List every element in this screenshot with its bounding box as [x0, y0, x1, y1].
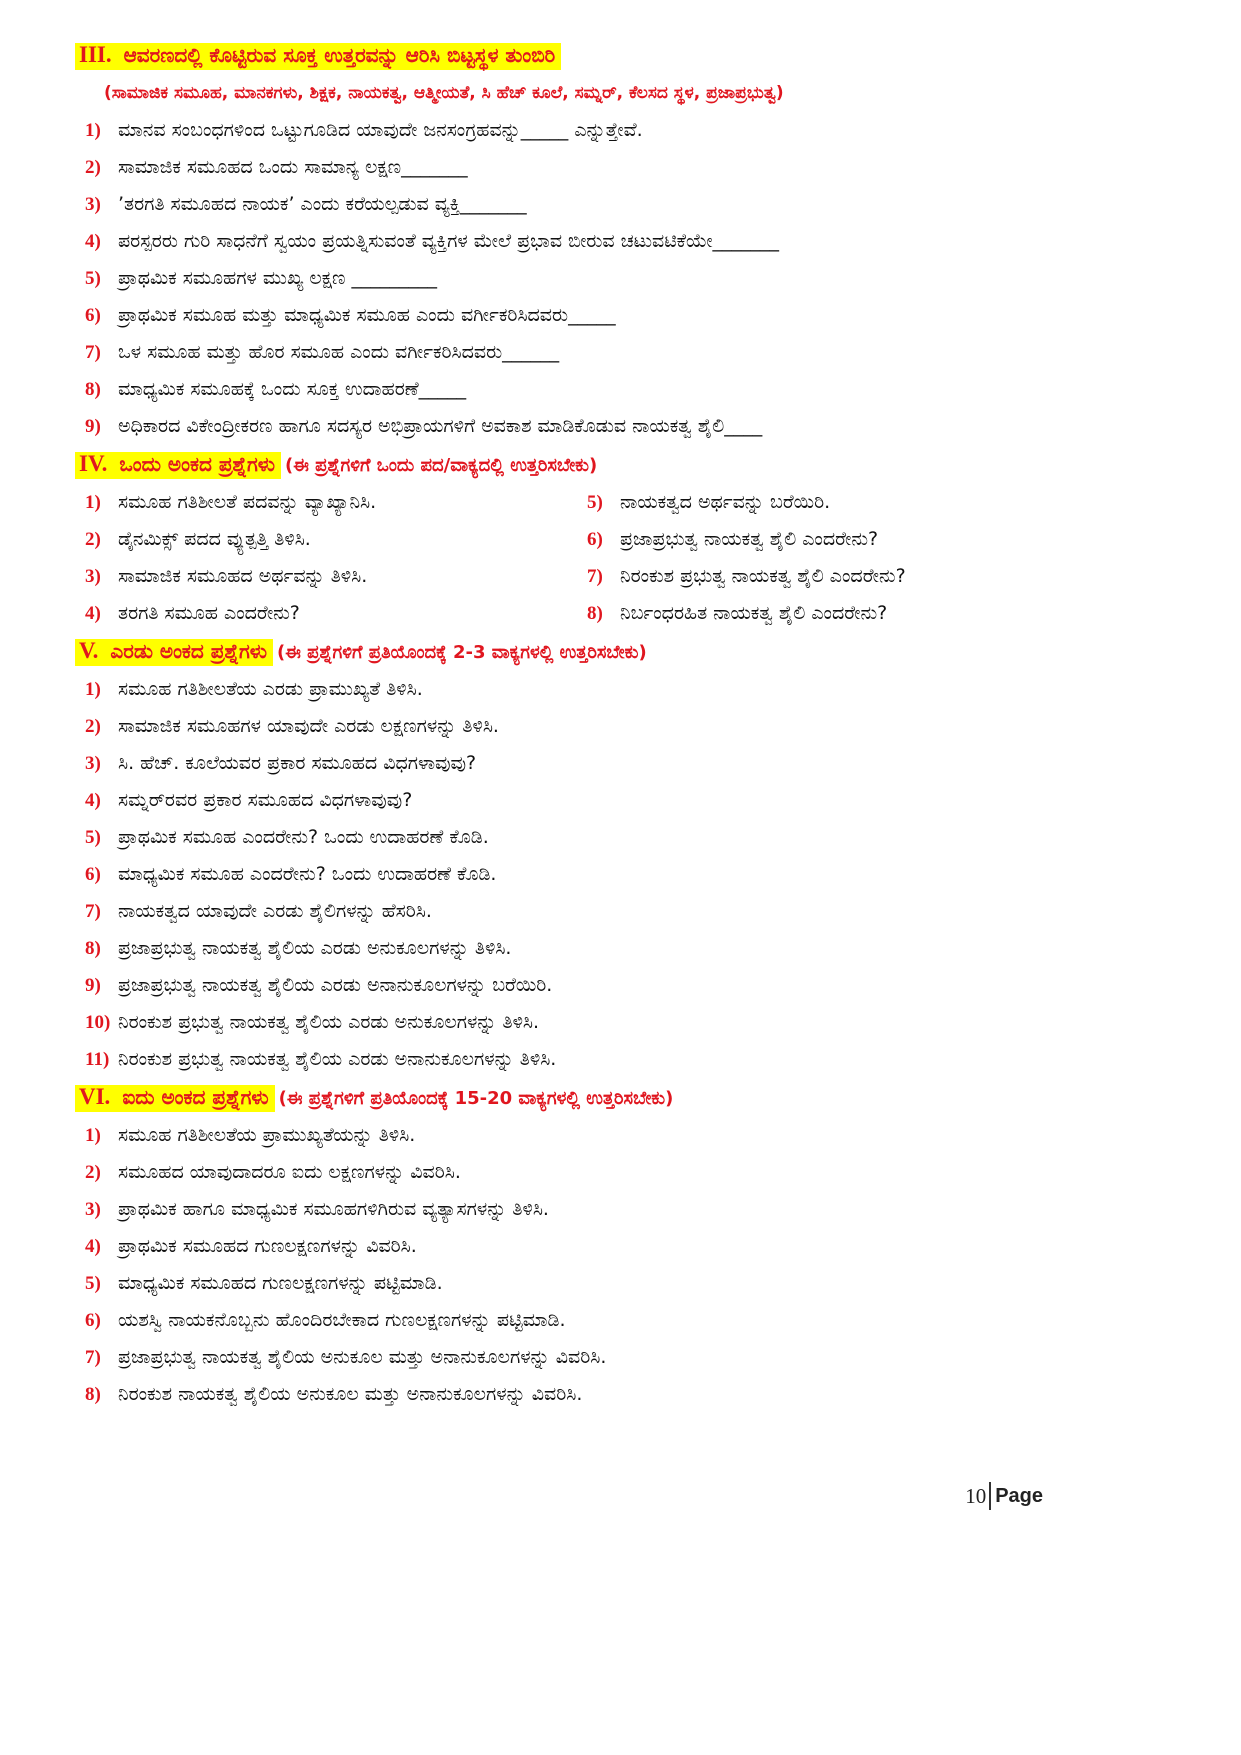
question-item — [587, 595, 1201, 632]
question-item — [0, 1041, 1241, 1078]
question-item — [85, 484, 587, 521]
section-instruction: (ಈ ಪ್ರಶ್ನೆಗಳಿಗೆ ಒಂದು ಪದ/ವಾಕ್ಯದಲ್ಲಿ ಉತ್ತರಿಸಬೇಕು) — [285, 455, 598, 476]
question-item — [587, 484, 1201, 521]
question-item — [0, 112, 1241, 149]
question-number: 2) — [85, 157, 101, 178]
section-title: ಐದು ಅಂಕದ ಪ್ರಶ್ನೆಗಳು — [122, 1085, 269, 1109]
question-item — [587, 521, 1201, 558]
question-text: ಪ್ರಜಾಪ್ರಭುತ್ವ ನಾಯಕತ್ವ ಶೈಲಿಯ ಅನುಕೂಲ ಮತ್ತು ಅನಾನುಕೂಲಗಳನ್ನು ವಿವರಿಸಿ. — [118, 1346, 607, 1368]
question-text: ನಾಯಕತ್ವದ ಅರ್ಥವನ್ನು ಬರೆಯಿರಿ. — [620, 491, 831, 513]
question-item — [0, 1302, 1241, 1339]
question-item — [0, 223, 1241, 260]
question-number: 6) — [85, 1310, 101, 1331]
question-item — [0, 149, 1241, 186]
section-v-heading — [0, 632, 1241, 671]
answer-options-list: (ಸಾಮಾಜಿಕ ಸಮೂಹ, ಮಾನಕಗಳು, ಶಿಕ್ಷಕ, ನಾಯಕತ್ವ, ಆತ್ಮೀಯತೆ, ಸಿ ಹೆಚ್ ಕೂಲೆ, ಸಮ್ನರ್, ಕೆಲಸದ ಸ್ಥಳ, ಪ್ರಜಾಪ್ರಭುತ್ವ) — [104, 83, 784, 103]
section-instruction: (ಈ ಪ್ರಶ್ನೆಗಳಿಗೆ ಪ್ರತಿಯೊಂದಕ್ಕೆ 2-3 ವಾಕ್ಯಗಳಲ್ಲಿ ಉತ್ತರಿಸಬೇಕು) — [277, 642, 647, 663]
question-item — [0, 186, 1241, 223]
question-text: ಪ್ರಾಥಮಿಕ ಹಾಗೂ ಮಾಧ್ಯಮಿಕ ಸಮೂಹಗಳಿಗಿರುವ ವ್ಯತ್ಯಾಸಗಳನ್ನು ತಿಳಿಸಿ. — [118, 1198, 549, 1220]
question-text: ಪ್ರಜಾಪ್ರಭುತ್ವ ನಾಯಕತ್ವ ಶೈಲಿ ಎಂದರೇನು? — [620, 528, 879, 550]
question-item — [85, 595, 587, 632]
question-number: 6) — [587, 529, 603, 550]
question-number: 7) — [587, 566, 603, 587]
section-title: ಆವರಣದಲ್ಲಿ ಕೊಟ್ಟಿರುವ ಸೂಕ್ತ ಉತ್ತರವನ್ನು ಆರಿಸಿ ಬಿಟ್ಟಸ್ಥಳ ತುಂಬಿರಿ — [123, 43, 556, 67]
question-item — [85, 558, 587, 595]
question-number: 1) — [85, 120, 101, 141]
question-item — [0, 893, 1241, 930]
question-number: 6) — [85, 305, 101, 326]
question-item — [0, 819, 1241, 856]
question-text: ಸಮ್ನರ್‌ರವರ ಪ್ರಕಾರ ಸಮೂಹದ ವಿಧಗಳಾವುವು? — [118, 789, 413, 811]
question-number: 10) — [85, 1012, 111, 1033]
question-number: 5) — [85, 827, 101, 848]
question-text: ಮಾಧ್ಯಮಿಕ ಸಮೂಹ ಎಂದರೇನು? ಒಂದು ಉದಾಹರಣೆ ಕೊಡಿ. — [118, 863, 497, 885]
section-instruction: (ಈ ಪ್ರಶ್ನೆಗಳಿಗೆ ಪ್ರತಿಯೊಂದಕ್ಕೆ 15-20 ವಾಕ್ಯಗಳಲ್ಲಿ ಉತ್ತರಿಸಬೇಕು) — [278, 1088, 674, 1109]
question-number: 8) — [85, 938, 101, 959]
document-page — [0, 36, 1241, 1413]
question-item — [0, 782, 1241, 819]
question-item — [0, 745, 1241, 782]
question-text: ಪ್ರಾಥಮಿಕ ಸಮೂಹದ ಗುಣಲಕ್ಷಣಗಳನ್ನು ವಿವರಿಸಿ. — [118, 1235, 417, 1257]
section-title: ಒಂದು ಅಂಕದ ಪ್ರಶ್ನೆಗಳು — [119, 452, 276, 476]
question-item — [0, 334, 1241, 371]
question-text: ಸಾಮಾಜಿಕ ಸಮೂಹದ ಒಂದು ಸಾಮಾನ್ಯ ಲಕ್ಷಣ_______ — [118, 156, 468, 178]
question-text: ಪ್ರಾಥಮಿಕ ಸಮೂಹ ಮತ್ತು ಮಾಧ್ಯಮಿಕ ಸಮೂಹ ಎಂದು ವರ್ಗೀಕರಿಸಿದವರು_____ — [118, 304, 616, 326]
section-numeral: V. — [79, 638, 99, 663]
question-text: ಪ್ರಜಾಪ್ರಭುತ್ವ ನಾಯಕತ್ವ ಶೈಲಿಯ ಎರಡು ಅನಾನುಕೂಲಗಳನ್ನು ಬರೆಯಿರಿ. — [118, 974, 553, 996]
question-item — [0, 260, 1241, 297]
question-text: ನಿರಂಕುಶ ನಾಯಕತ್ವ ಶೈಲಿಯ ಅನುಕೂಲ ಮತ್ತು ಅನಾನುಕೂಲಗಳನ್ನು ವಿವರಿಸಿ. — [118, 1383, 583, 1405]
question-item — [0, 408, 1241, 445]
question-number: 8) — [85, 1384, 101, 1405]
section-iii-heading — [0, 36, 1241, 75]
question-number: 2) — [85, 1162, 101, 1183]
question-text: ನಾಯಕತ್ವದ ಯಾವುದೇ ಎರಡು ಶೈಲಿಗಳನ್ನು ಹೆಸರಿಸಿ. — [118, 900, 432, 922]
question-number: 3) — [85, 753, 101, 774]
question-number: 5) — [85, 268, 101, 289]
question-text: ನಿರಂಕುಶ ಪ್ರಭುತ್ವ ನಾಯಕತ್ವ ಶೈಲಿಯ ಎರಡು ಅನಾನುಕೂಲಗಳನ್ನು ತಿಳಿಸಿ. — [118, 1048, 557, 1070]
question-number: 1) — [85, 1125, 101, 1146]
question-number: 11) — [85, 1049, 110, 1070]
question-number: 4) — [85, 231, 101, 252]
question-item — [0, 856, 1241, 893]
section-vi-heading — [0, 1078, 1241, 1117]
heading-highlight — [75, 43, 561, 70]
question-number: 4) — [85, 1236, 101, 1257]
question-number: 7) — [85, 1347, 101, 1368]
question-item — [0, 1339, 1241, 1376]
question-item — [0, 967, 1241, 1004]
question-item — [0, 930, 1241, 967]
question-text: ಯಶಸ್ವಿ ನಾಯಕನೊಬ್ಬನು ಹೊಂದಿರಬೇಕಾದ ಗುಣಲಕ್ಷಣಗಳನ್ನು ಪಟ್ಟಿಮಾಡಿ. — [118, 1309, 566, 1331]
question-number: 8) — [587, 603, 603, 624]
question-item — [0, 1376, 1241, 1413]
two-column-question-list — [0, 484, 1241, 632]
question-item — [0, 1228, 1241, 1265]
question-item — [85, 521, 587, 558]
question-item — [0, 1265, 1241, 1302]
question-text: ಪ್ರಾಥಮಿಕ ಸಮೂಹಗಳ ಮುಖ್ಯ ಲಕ್ಷಣ _________ — [118, 267, 438, 289]
question-number: 3) — [85, 1199, 101, 1220]
question-text: ಸಮೂಹ ಗತಿಶೀಲತೆಯ ಪ್ರಾಮುಖ್ಯತೆಯನ್ನು ತಿಳಿಸಿ. — [118, 1124, 416, 1146]
question-text: ಅಧಿಕಾರದ ವಿಕೇಂದ್ರೀಕರಣ ಹಾಗೂ ಸದಸ್ಯರ ಅಭಿಪ್ರಾಯಗಳಿಗೆ ಅವಕಾಶ ಮಾಡಿಕೊಡುವ ನಾಯಕತ್ವ ಶೈಲಿ____ — [118, 415, 763, 437]
question-text: ಮಾಧ್ಯಮಿಕ ಸಮೂಹದ ಗುಣಲಕ್ಷಣಗಳನ್ನು ಪಟ್ಟಿಮಾಡಿ. — [118, 1272, 443, 1294]
heading-highlight — [75, 639, 273, 666]
question-number: 7) — [85, 342, 101, 363]
question-item — [0, 1154, 1241, 1191]
question-item — [0, 1117, 1241, 1154]
section-title: ಎರಡು ಅಂಕದ ಪ್ರಶ್ನೆಗಳು — [110, 639, 268, 663]
question-text: ತರಗತಿ ಸಮೂಹ ಎಂದರೇನು? — [118, 602, 300, 624]
question-text: ಪ್ರಾಥಮಿಕ ಸಮೂಹ ಎಂದರೇನು? ಒಂದು ಉದಾಹರಣೆ ಕೊಡಿ. — [118, 826, 489, 848]
heading-highlight — [75, 1085, 275, 1112]
question-number: 6) — [85, 864, 101, 885]
question-item — [0, 297, 1241, 334]
question-text: ’ತರಗತಿ ಸಮೂಹದ ನಾಯಕ’ ಎಂದು ಕರೆಯಲ್ಪಡುವ ವ್ಯಕ್ತಿ_______ — [118, 193, 527, 215]
question-text: ಡೈನಮಿಕ್ಸ್ ಪದದ ವ್ಯುತ್ಪತ್ತಿ ತಿಳಿಸಿ. — [118, 528, 311, 550]
question-number: 3) — [85, 566, 101, 587]
question-text: ನಿರಂಕುಶ ಪ್ರಭುತ್ವ ನಾಯಕತ್ವ ಶೈಲಿಯ ಎರಡು ಅನುಕೂಲಗಳನ್ನು ತಿಳಿಸಿ. — [118, 1011, 540, 1033]
question-number: 1) — [85, 679, 101, 700]
page-label: Page — [995, 1485, 1043, 1507]
heading-highlight — [75, 452, 281, 479]
question-text: ಸಾಮಾಜಿಕ ಸಮೂಹದ ಅರ್ಥವನ್ನು ತಿಳಿಸಿ. — [118, 565, 368, 587]
question-number: 3) — [85, 194, 101, 215]
question-item — [0, 671, 1241, 708]
question-text: ಸಮೂಹ ಗತಿಶೀಲತೆಯ ಎರಡು ಪ್ರಾಮುಖ್ಯತೆ ತಿಳಿಸಿ. — [118, 678, 423, 700]
question-text: ಮಾನವ ಸಂಬಂಧಗಳಿಂದ ಒಟ್ಟುಗೂಡಿದ ಯಾವುದೇ ಜನಸಂಗ್ರಹವನ್ನು_____ ಎನ್ನುತ್ತೇವೆ. — [118, 119, 643, 141]
question-number: 1) — [85, 492, 101, 513]
question-text: ಸಾಮಾಜಿಕ ಸಮೂಹಗಳ ಯಾವುದೇ ಎರಡು ಲಕ್ಷಣಗಳನ್ನು ತಿಳಿಸಿ. — [118, 715, 499, 737]
question-number: 4) — [85, 790, 101, 811]
question-text: ಪರಸ್ಪರರು ಗುರಿ ಸಾಧನೆಗೆ ಸ್ವಯಂ ಪ್ರಯತ್ನಿಸುವಂತೆ ವ್ಯಕ್ತಿಗಳ ಮೇಲೆ ಪ್ರಭಾವ ಬೀರುವ ಚಟುವಟಿಕೆಯೇ_______ — [118, 230, 780, 252]
page-footer — [965, 1482, 1043, 1510]
question-text: ಒಳ ಸಮೂಹ ಮತ್ತು ಹೊರ ಸಮೂಹ ಎಂದು ವರ್ಗೀಕರಿಸಿದವರು______ — [118, 341, 560, 363]
question-text: ಸಮೂಹ ಗತಿಶೀಲತೆ ಪದವನ್ನು ವ್ಯಾಖ್ಯಾನಿಸಿ. — [118, 491, 377, 513]
question-text: ಪ್ರಜಾಪ್ರಭುತ್ವ ನಾಯಕತ್ವ ಶೈಲಿಯ ಎರಡು ಅನುಕೂಲಗಳನ್ನು ತಿಳಿಸಿ. — [118, 937, 512, 959]
section-iv-heading — [0, 445, 1241, 484]
section-numeral: VI. — [79, 1084, 111, 1109]
question-number: 9) — [85, 975, 101, 996]
question-number: 5) — [587, 492, 603, 513]
section-numeral: IV. — [79, 451, 108, 476]
question-number: 2) — [85, 716, 101, 737]
question-number: 4) — [85, 603, 101, 624]
question-number: 2) — [85, 529, 101, 550]
question-item — [0, 1004, 1241, 1041]
question-number: 7) — [85, 901, 101, 922]
question-text: ನಿರಂಕುಶ ಪ್ರಭುತ್ವ ನಾಯಕತ್ವ ಶೈಲಿ ಎಂದರೇನು? — [620, 565, 906, 587]
question-text: ಮಾಧ್ಯಮಿಕ ಸಮೂಹಕ್ಕೆ ಒಂದು ಸೂಕ್ತ ಉದಾಹರಣೆ_____ — [118, 378, 467, 400]
question-number: 8) — [85, 379, 101, 400]
question-number: 9) — [85, 416, 101, 437]
question-item — [0, 708, 1241, 745]
question-text: ನಿರ್ಬಂಧರಹಿತ ನಾಯಕತ್ವ ಶೈಲಿ ಎಂದರೇನು? — [620, 602, 888, 624]
question-text: ಸಮೂಹದ ಯಾವುದಾದರೂ ಐದು ಲಕ್ಷಣಗಳನ್ನು ವಿವರಿಸಿ. — [118, 1161, 461, 1183]
question-item — [0, 371, 1241, 408]
question-item — [0, 1191, 1241, 1228]
question-number: 5) — [85, 1273, 101, 1294]
page-number: 10 — [965, 1482, 991, 1510]
question-text: ಸಿ. ಹೆಚ್. ಕೂಲೆಯವರ ಪ್ರಕಾರ ಸಮೂಹದ ವಿಧಗಳಾವುವು? — [118, 752, 477, 774]
section-numeral: III. — [79, 42, 112, 67]
question-item — [587, 558, 1201, 595]
